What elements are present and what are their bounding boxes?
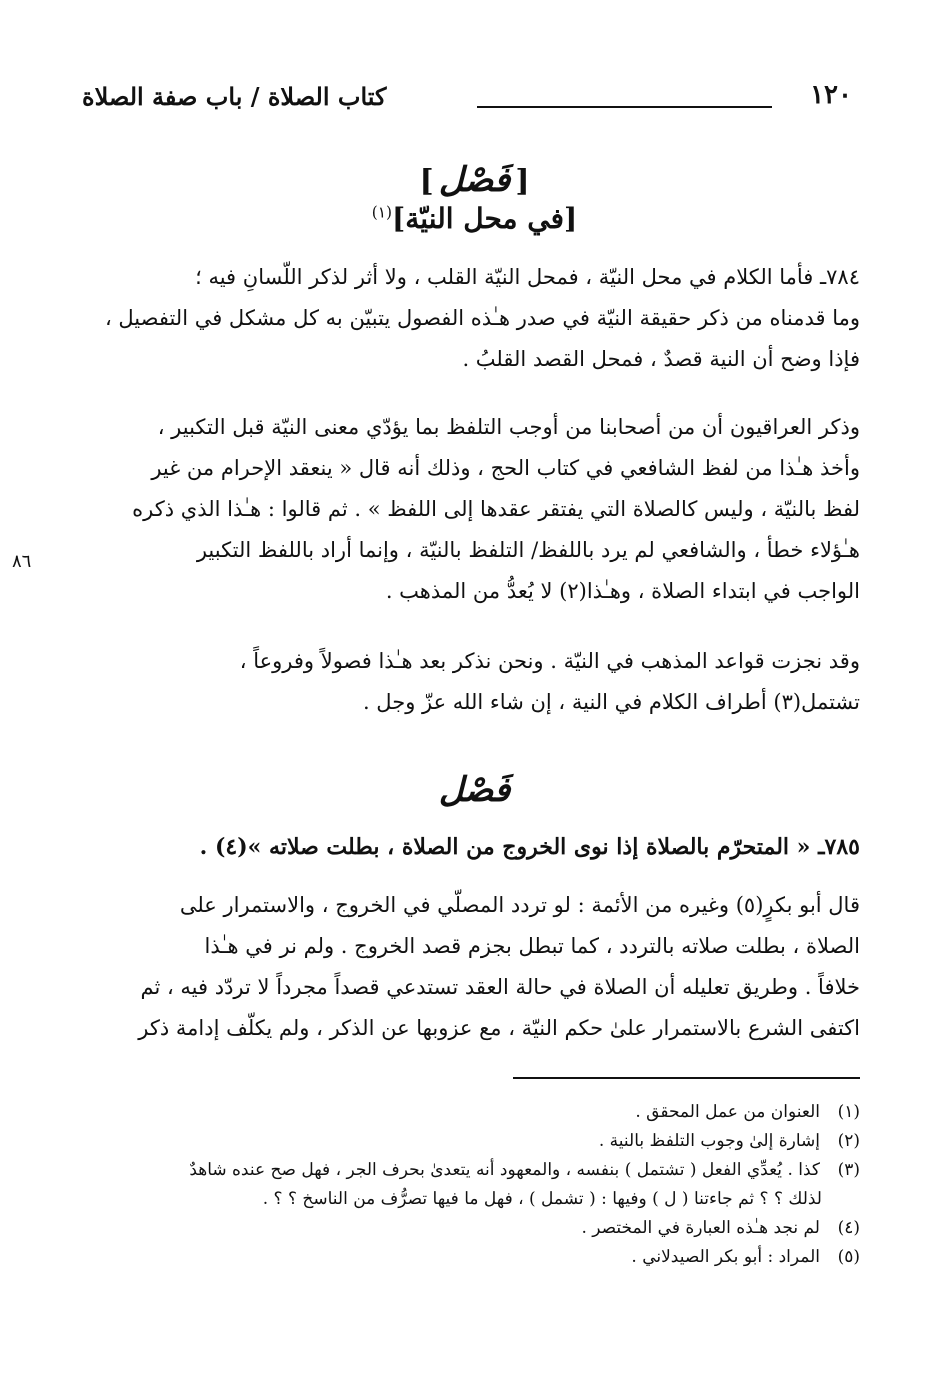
text-line: وقد نجزت قواعد المذهب في النيّة . ونحن نذكر بعد هـٰذا فصولاً وفروعاً ، xyxy=(239,649,860,673)
text-line: اكتفى الشرع بالاستمرار علىٰ حكم النيّة ، مع عزوبها عن الذكر ، ولم يكلّف إدامة ذكر xyxy=(138,1016,860,1040)
footnote-number: (١) xyxy=(837,1102,860,1122)
text-line: وأخذ هـٰذا من لفظ الشافعي في كتاب الحج ، وذلك أنه قال « ينعقد الإحرام من غير xyxy=(151,456,860,480)
paragraph-qawaid xyxy=(80,642,860,724)
open-bracket: [ xyxy=(515,164,530,199)
footnote xyxy=(80,1098,860,1127)
margin-folio-number: ٨٦ xyxy=(12,551,32,572)
footnote-text: العنوان من عمل المحقق . xyxy=(635,1102,820,1122)
footnote-number: (٥) xyxy=(837,1247,860,1267)
page-number: ١٢٠ xyxy=(810,80,852,110)
text-line: قال أبو بكرٍ(٥) وغيره من الأئمة : لو تردد المصلّي في الخروج ، والاستمرار على xyxy=(179,893,860,917)
text-line: ٧٨٤ـ فأما الكلام في محل النيّة ، فمحل النيّة القلب ، ولا أثر لذكر اللّسانِ فيه ؛ xyxy=(195,265,860,289)
footnote-ref-1: (١) xyxy=(371,203,393,222)
footnote-text: كذا . يُعدِّي الفعل ( تشتمل ) بنفسه ، والمعهود أنه يتعدىٰ بحرف الجر ، فهل صح عنده شاهدٌ xyxy=(189,1160,820,1180)
footnotes xyxy=(80,1098,860,1272)
footnote-text: لذلك ؟ ؟ ثم جاءتنا ( ل ) وفيها : ( تشمل ) ، فهل ما فيها تصرُّف من الناسخ ؟ ؟ . xyxy=(262,1189,822,1209)
section2-ornament-heading xyxy=(0,770,949,810)
footnote-number: (٣) xyxy=(837,1160,860,1180)
footnote-text: المراد : أبو بكر الصيدلاني . xyxy=(631,1247,820,1267)
running-header xyxy=(82,80,852,124)
fasl-ornament: فَصْل xyxy=(438,160,511,200)
text-line: خلافاً . وطريق تعليله أن الصلاة في حالة العقد تستدعي قصداً مجرداً لا تردّد فيه ، ثم xyxy=(140,975,860,999)
close-bracket: ] xyxy=(419,164,434,199)
paragraph-iraqiyun xyxy=(80,408,860,613)
text-line: الواجب في ابتداء الصلاة ، وهـٰذا(٢) لا يُعدُّ من المذهب . xyxy=(385,579,860,603)
running-title: كتاب الصلاة / باب صفة الصلاة xyxy=(82,82,387,111)
footnote xyxy=(80,1127,860,1156)
footnote-text: إشارة إلىٰ وجوب التلفظ بالنية . xyxy=(598,1131,820,1151)
text-line: وما قدمناه من ذكر حقيقة النيّة في صدر هـٰذه الفصول يتبيّن به كل مشكل في التفصيل ، xyxy=(104,306,860,330)
text-line: فإذا وضح أن النية قصدٌ ، فمحل القصد القلبُ . xyxy=(462,347,860,371)
footnote xyxy=(80,1156,860,1185)
footnote-number: (٤) xyxy=(837,1218,860,1238)
issue-785-heading: ٧٨٥ـ « المتحرّم بالصلاة إذا نوى الخروج من الصلاة ، بطلت صلاته »(٤) . xyxy=(199,834,860,860)
footnote xyxy=(80,1243,860,1272)
text-line: تشتمل(٣) أطراف الكلام في النية ، إن شاء الله عزّ وجل . xyxy=(362,690,860,714)
footnote-number: (٢) xyxy=(837,1131,860,1151)
subheading-text: [في محل النيّة] xyxy=(392,202,578,235)
footnote-separator xyxy=(513,1077,860,1079)
header-rule xyxy=(477,106,772,108)
fasl-ornament: فَصْل xyxy=(438,770,511,810)
footnote-continuation xyxy=(80,1185,860,1214)
paragraph-784 xyxy=(80,258,860,381)
paragraph-abu-bakr xyxy=(80,886,860,1050)
footnote xyxy=(80,1214,860,1243)
text-line: الصلاة ، بطلت صلاته بالتردد ، كما تبطل بجزم قصد الخروج . ولم نر في هـٰذا xyxy=(204,934,860,958)
text-line: لفظ بالنيّة ، وليس كالصلاة التي يفتقر عقدها إلى اللفظ » . ثم قالوا : هـٰذا الذي ذكره xyxy=(132,497,860,521)
footnote-text: لم نجد هـٰذه العبارة في المختصر . xyxy=(581,1218,820,1238)
text-line: وذكر العراقيون أن من أصحابنا من أوجب التلفظ بما يؤدّي معنى النيّة قبل التكبير ، xyxy=(157,415,860,439)
text-line: هـٰؤلاء خطأ ، والشافعي لم يرد باللفظ/ التلفظ بالنيّة ، وإنما أراد باللفظ التكبير xyxy=(196,538,860,562)
section-ornament-heading xyxy=(0,160,949,200)
section-subheading xyxy=(0,202,949,235)
